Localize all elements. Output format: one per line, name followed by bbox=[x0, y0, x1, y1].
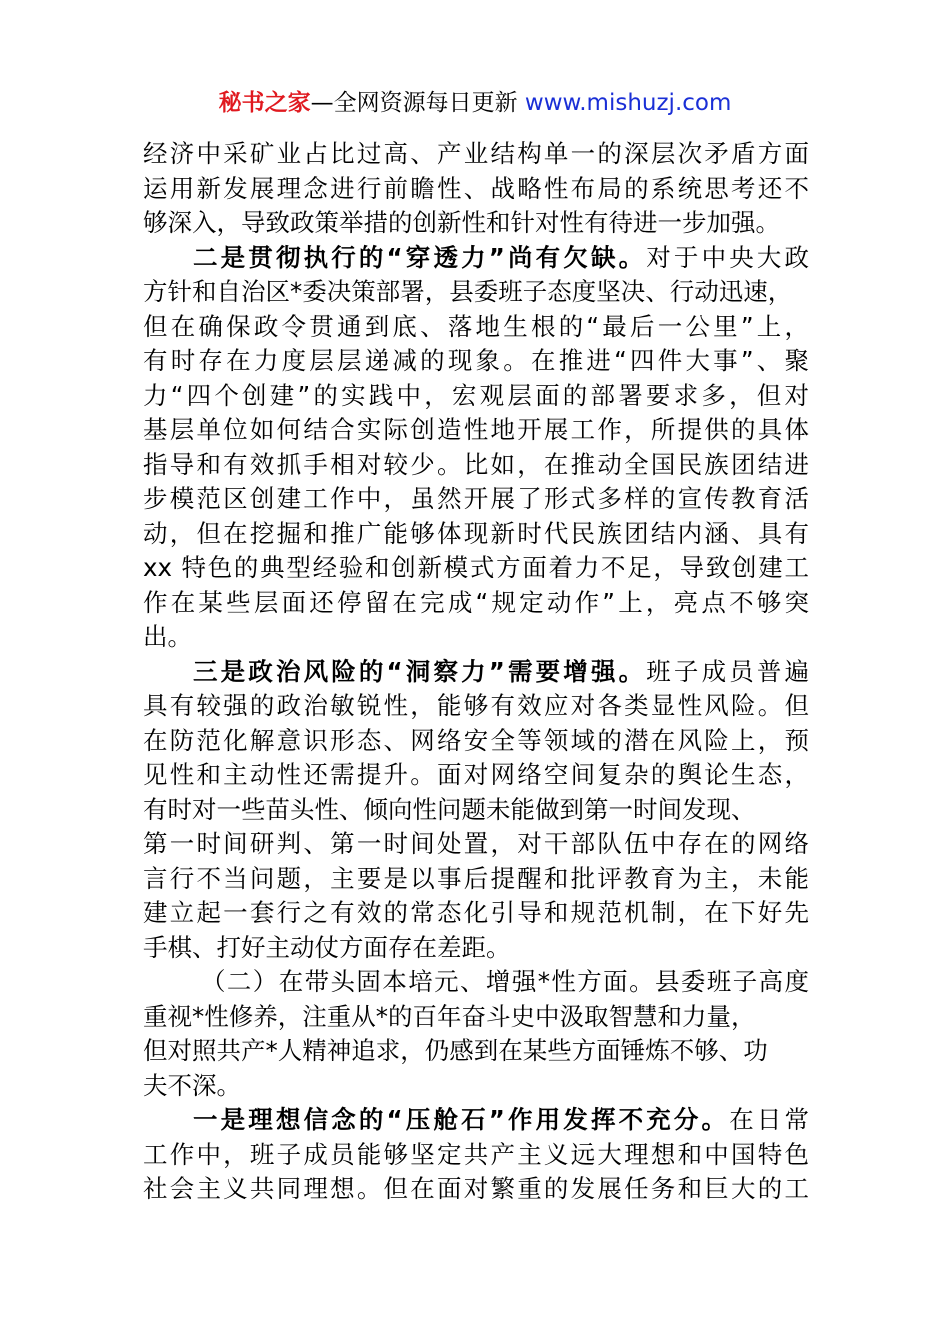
text-line: 建立起一套行之有效的常态化引导和规范机制，在下好先 bbox=[143, 898, 809, 927]
text-line: 有时对一些苗头性、倾向性问题未能做到第一时间发现、 bbox=[143, 794, 756, 824]
text-line: 言行不当问题，主要是以事后提醒和批评教育为主，未能 bbox=[143, 863, 809, 893]
paragraph-lead: 三是政治风险的“洞察力”需要增强。 bbox=[193, 656, 647, 686]
text-line: 方针和自治区*委决策部署，县委班子态度坚决、行动迅速， bbox=[143, 277, 793, 306]
text-line: 力“四个创建”的实践中，宏观层面的部署要求多，但对 bbox=[143, 380, 809, 410]
text-line: 第一时间研判、第一时间处置，对干部队伍中存在的网络 bbox=[143, 829, 809, 858]
text-line: 见性和主动性还需提升。面对网络空间复杂的舆论生态， bbox=[143, 760, 809, 789]
text-line: 有时存在力度层层递减的现象。在推进“四件大事”、聚 bbox=[143, 346, 809, 375]
paragraph-lead: 二是贯彻执行的“穿透力”尚有欠缺。 bbox=[193, 242, 647, 272]
text-line: 出。 bbox=[143, 622, 192, 651]
text-line: 手棋、打好主动仗方面存在差距。 bbox=[143, 932, 511, 962]
text-line: 但对照共产*人精神追求，仍感到在某些方面锤炼不够、功 bbox=[143, 1036, 768, 1065]
text-line: 基层单位如何结合实际创造性地开展工作，所提供的具体 bbox=[143, 415, 809, 444]
paragraph-lead: 一是理想信念的“压舱石”作用发挥不充分。 bbox=[193, 1105, 730, 1134]
paragraph-heading-line: 三是政治风险的“洞察力”需要增强。班子成员普遍 bbox=[193, 656, 810, 686]
brand-name: 秘书之家 bbox=[218, 90, 311, 116]
paragraph-heading-line: 一是理想信念的“压舱石”作用发挥不充分。在日常 bbox=[193, 1105, 810, 1134]
text-line: 经济中采矿业占比过高、产业结构单一的深层次矛盾方面 bbox=[143, 139, 809, 168]
text-line: 但在确保政令贯通到底、落地生根的“最后一公里”上， bbox=[143, 311, 809, 341]
text-line: 动，但在挖掘和推广能够体现新时代民族团结内涵、具有 bbox=[143, 518, 809, 548]
text-line: 指导和有效抓手相对较少。比如，在推动全国民族团结进 bbox=[143, 449, 809, 479]
text-line: 社会主义共同理想。但在面对繁重的发展任务和巨大的工 bbox=[143, 1174, 809, 1203]
text-line: 作在某些层面还停留在完成“规定动作”上，亮点不够突 bbox=[143, 587, 809, 617]
text-line: xx 特色的典型经验和创新模式方面着力不足，导致创建工 bbox=[143, 553, 809, 582]
text-line: 运用新发展理念进行前瞻性、战略性布局的系统思考还不 bbox=[143, 173, 809, 203]
paragraph-heading-line: 二是贯彻执行的“穿透力”尚有欠缺。对于中央大政 bbox=[193, 242, 810, 272]
text-line: 重视*性修养，注重从*的百年奋斗史中汲取智慧和力量， bbox=[143, 1001, 756, 1031]
text-line: 工作中，班子成员能够坚定共产主义远大理想和中国特色 bbox=[143, 1139, 809, 1169]
site-url-link[interactable]: www.mishuzj.com bbox=[524, 90, 732, 116]
text-line: 夫不深。 bbox=[143, 1070, 241, 1100]
text-line: 够深入，导致政策举措的创新性和针对性有待进一步加强。 bbox=[143, 208, 780, 237]
site-header bbox=[0, 86, 950, 120]
section-heading-line: （二）在带头固本培元、增强*性方面。县委班子高度 bbox=[201, 967, 809, 996]
text-line: 步模范区创建工作中，虽然开展了形式多样的宣传教育活 bbox=[143, 484, 809, 513]
document-body bbox=[143, 137, 809, 1207]
text-line: 在防范化解意识形态、网络安全等领域的潜在风险上，预 bbox=[143, 725, 809, 755]
text-line: 具有较强的政治敏锐性，能够有效应对各类显性风险。但 bbox=[143, 691, 809, 720]
header-tagline: —全网资源每日更新 bbox=[310, 90, 525, 116]
